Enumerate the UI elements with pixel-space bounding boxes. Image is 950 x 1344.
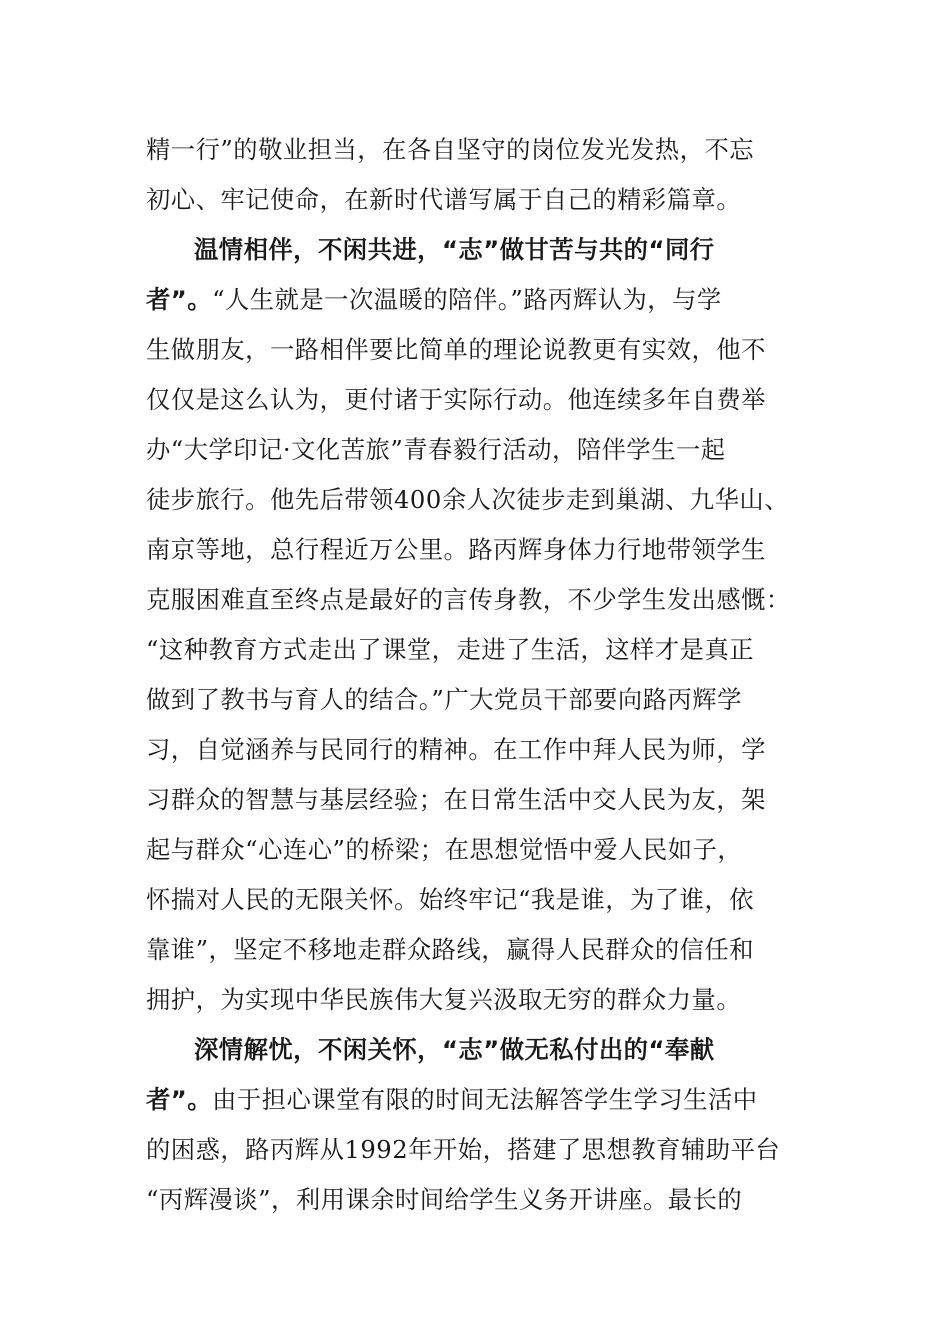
text-line: 初心、牢记使命，在新时代谱写属于自己的精彩篇章。 (146, 185, 742, 214)
text-line: 南京等地，总行程近万公里。路丙辉身体力行地带领学生 (146, 535, 766, 564)
text-line: 生做朋友，一路相伴要比简单的理论说教更有实效，他不 (146, 335, 766, 364)
text-line: 起与群众“心连心”的桥梁；在思想觉悟中爱人民如子， (146, 835, 743, 864)
text-line: 克服困难直至终点是最好的言传身教，不少学生发出感慨： (146, 585, 791, 614)
text-line: 靠谁”，坚定不移地走群众路线，赢得人民群众的信任和 (146, 935, 755, 964)
section-heading-line: 深情解忧，不闲关怀，“志”做无私付出的“奉献 (194, 1035, 715, 1064)
section-heading-line: 温情相伴，不闲共进，“志”做甘苦与共的“同行 (194, 235, 715, 264)
text-line: “这种教育方式走出了课堂，走进了生活，这样才是真正 (146, 635, 755, 664)
text-line: 做到了教书与育人的结合。”广大党员干部要向路丙辉学 (146, 685, 742, 714)
text-line: 仅仅是这么认为，更付诸于实际行动。他连续多年自费举 (146, 385, 766, 414)
text-line: 拥护，为实现中华民族伟大复兴汲取无穷的群众力量。 (146, 985, 742, 1014)
text-line: 怀揣对人民的无限关怀。始终牢记“我是谁，为了谁，依 (146, 885, 755, 914)
text-line: 习，自觉涵养与民同行的精神。在工作中拜人民为师，学 (146, 735, 766, 764)
text-line: “丙辉漫谈”，利用课余时间给学生义务开讲座。最长的 (146, 1185, 743, 1214)
text-line: 者”。由于担心课堂有限的时间无法解答学生学习生活中 (146, 1085, 758, 1114)
text-line: 的困惑，路丙辉从1992年开始，搭建了思想教育辅助平台 (146, 1135, 781, 1164)
text-line: 办“大学印记·文化苦旅”青春毅行活动，陪伴学生一起 (146, 435, 726, 464)
text-line: 徒步旅行。他先后带领400余人次徒步走到巢湖、九华山、 (146, 485, 789, 514)
text-line: 精一行”的敬业担当，在各自坚守的岗位发光发热，不忘 (146, 135, 755, 164)
text-line: 习群众的智慧与基层经验；在日常生活中交人民为友，架 (146, 785, 766, 814)
text-line: 者”。“人生就是一次温暖的陪伴。”路丙辉认为，与学 (146, 285, 722, 314)
